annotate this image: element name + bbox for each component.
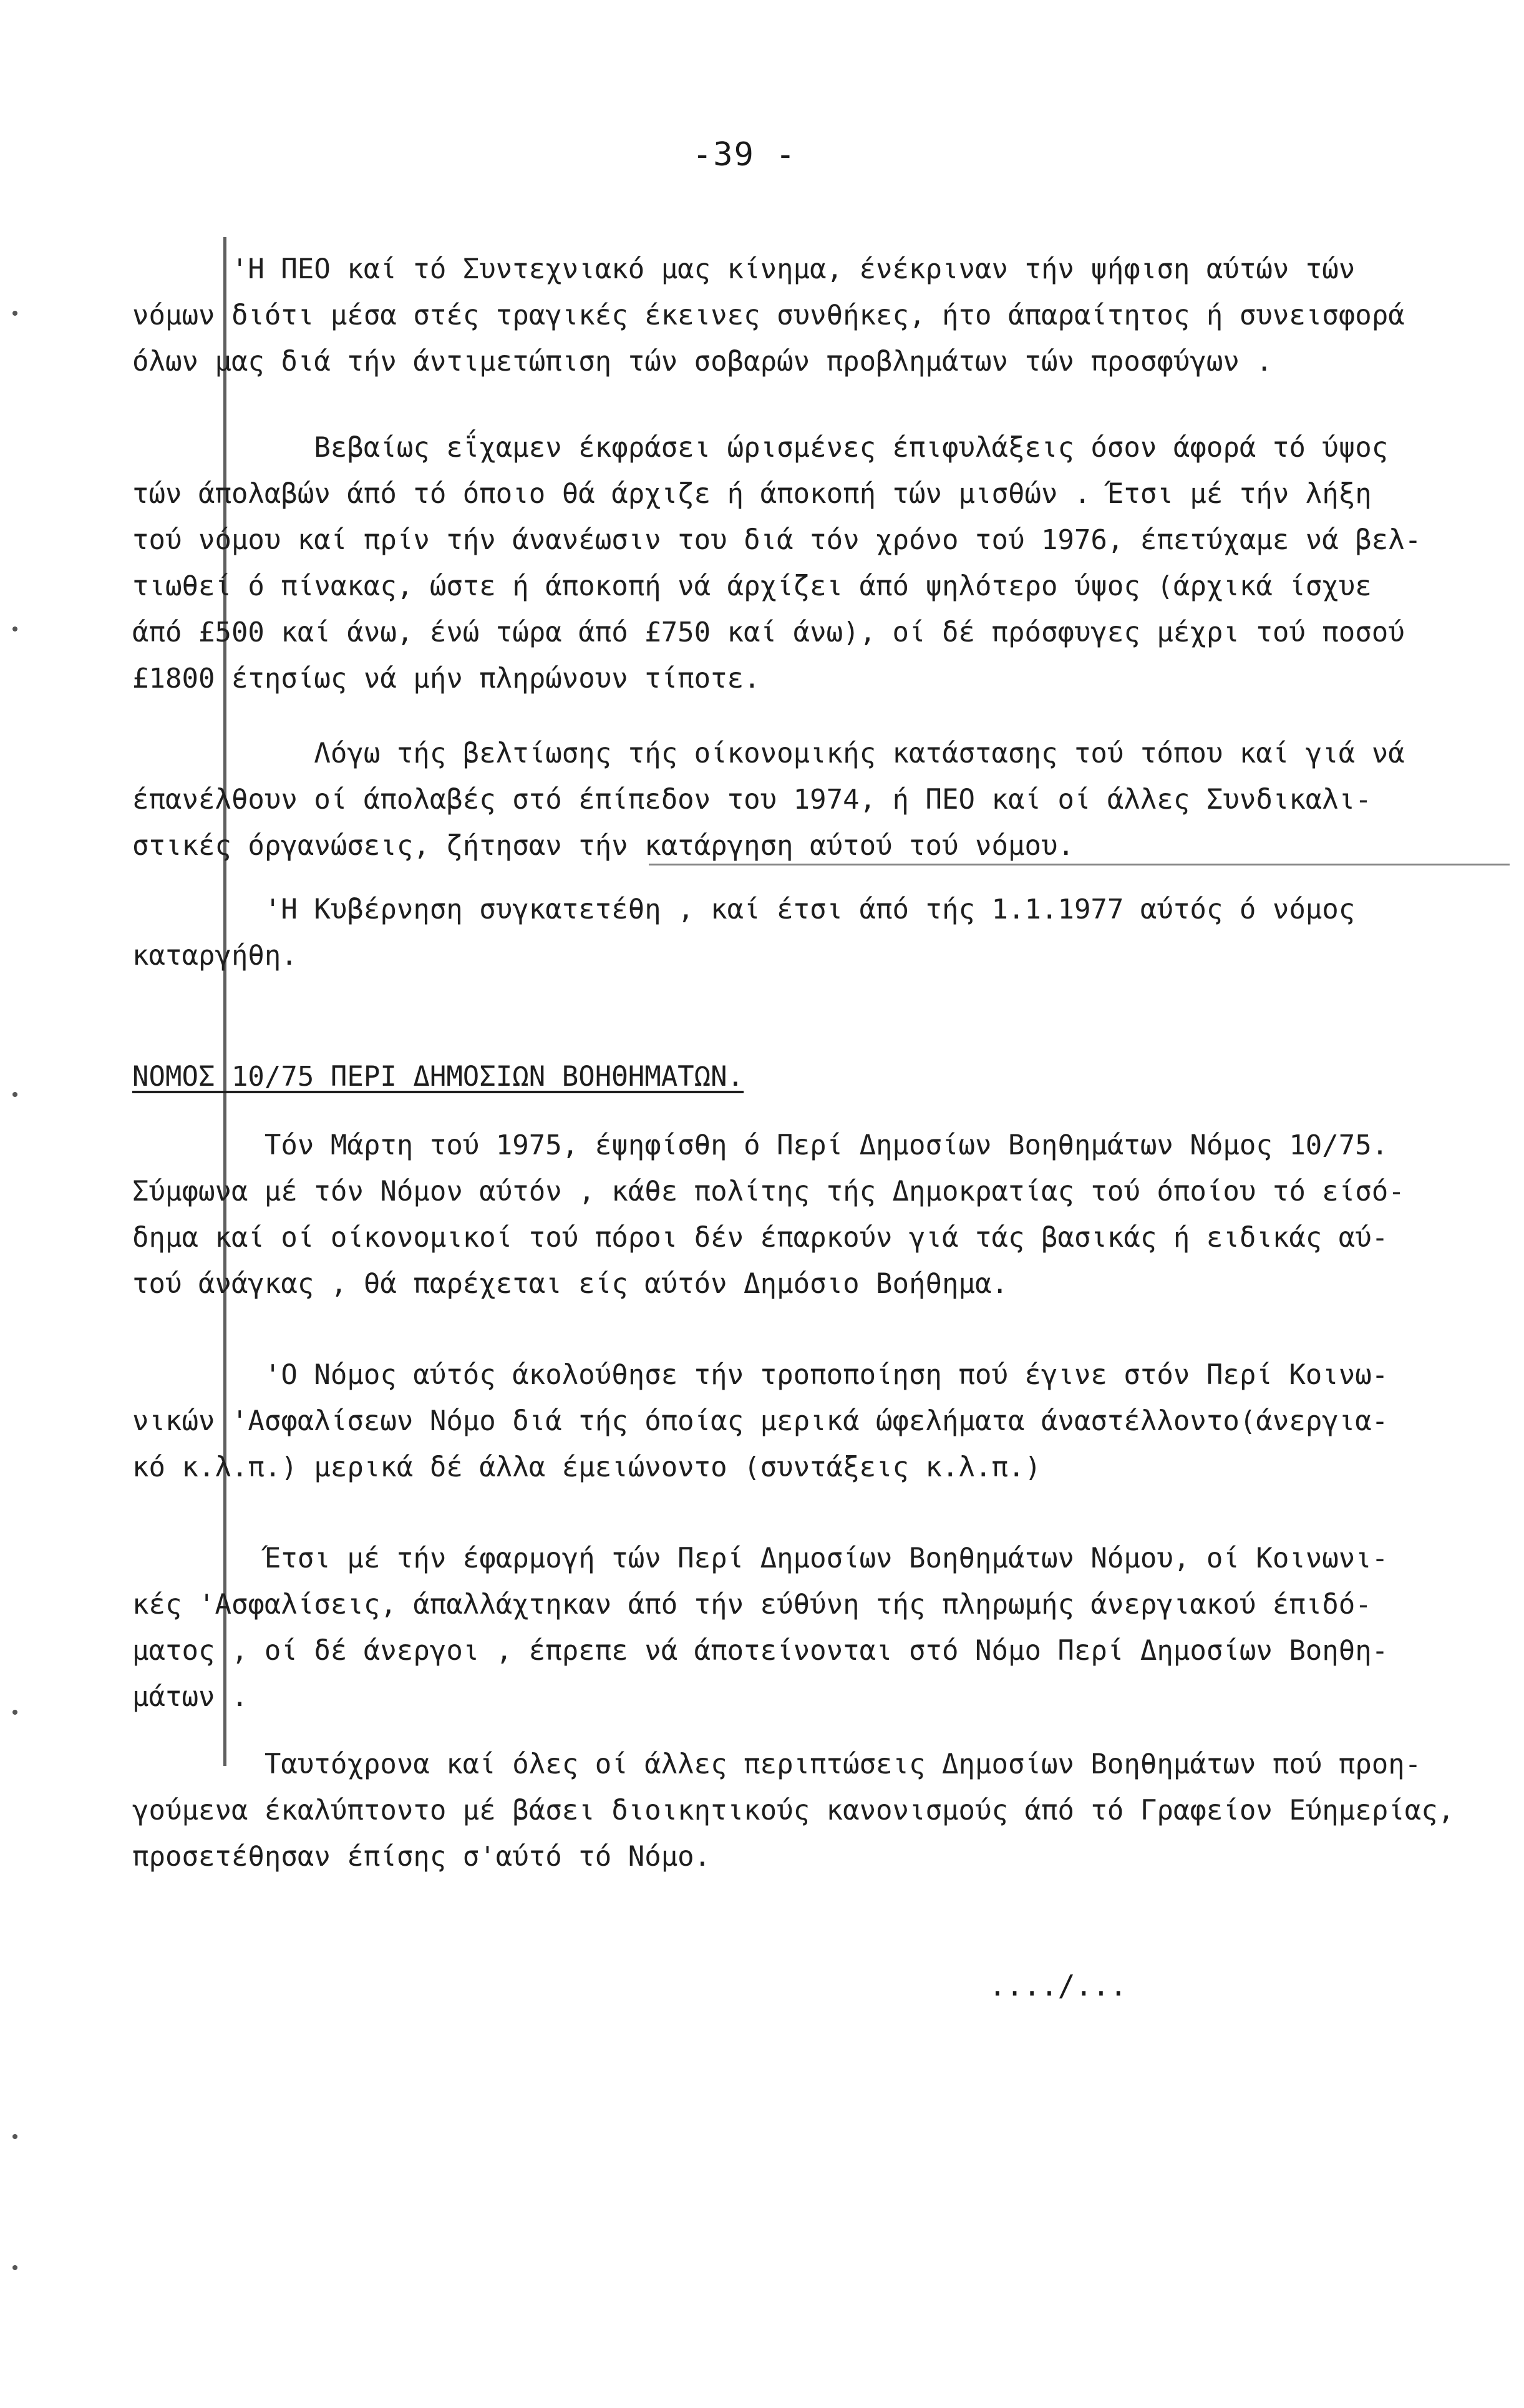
text-line: γούμενα έκαλύπτοντο μέ βάσει διοικητικούς κανονισμούς άπό τό Γραφείον Εύημερίας, bbox=[132, 1795, 1455, 1826]
text-line: μάτων . bbox=[132, 1681, 248, 1713]
text-line: Σύμφωνα μέ τόν Νόμον αύτόν , κάθε πολίτης τής Δημοκρατίας τού όποίου τό είσό- bbox=[132, 1176, 1405, 1207]
text-line: έπανέλθουν οί άπολαβές στό έπίπεδον του 1974, ή ΠΕΟ καί οί άλλες Συνδικαλι- bbox=[132, 784, 1372, 816]
text-line: κό κ.λ.π.) μερικά δέ άλλα έμειώνοντο (συντάξεις κ.λ.π.) bbox=[132, 1451, 1041, 1483]
text-line: στικές όργανώσεις, ζήτησαν τήν κατάργηση αύτού τού νόμου. bbox=[132, 830, 1074, 862]
text-line: Λόγω τής βελτίωσης τής οίκονομικής κατάστασης τού τόπου καί γιά νά bbox=[132, 738, 1405, 769]
text-line: τών άπολαβών άπό τό όποιο θά άρχιζε ή άποκοπή τών μισθών . Έτσι μέ τήν λήξη bbox=[132, 478, 1372, 510]
text-line: Τόν Μάρτη τού 1975, έψηφίσθη ό Περί Δημοσίων Βοηθημάτων Νόμος 10/75. bbox=[132, 1129, 1389, 1161]
scan-speck bbox=[12, 311, 17, 316]
text-line: 'Η Κυβέρνηση συγκατετέθη , καί έτσι άπό τής 1.1.1977 αύτός ό νόμος bbox=[132, 894, 1356, 925]
page-number: -39 - bbox=[692, 136, 797, 173]
scan-speck bbox=[12, 2134, 17, 2139]
text-line: Βεβαίως εΐχαμεν έκφράσει ώρισμένες έπιφυλάξεις όσον άφορά τό ύψος bbox=[132, 432, 1389, 464]
text-line: προσετέθησαν έπίσης σ'αύτό τό Νόμο. bbox=[132, 1841, 711, 1873]
text-line: τού άνάγκας , θά παρέχεται είς αύτόν Δημόσιο Βοήθημα. bbox=[132, 1268, 1008, 1300]
text-line: νικών 'Ασφαλίσεων Νόμο διά τής όποίας μερικά ώφελήματα άναστέλλοντο(άνεργια- bbox=[132, 1405, 1389, 1437]
scan-speck bbox=[12, 1092, 17, 1097]
text-line: τού νόμου καί πρίν τήν άνανέωσιν του διά τόν χρόνο τού 1976, έπετύχαμε νά βελ- bbox=[132, 524, 1422, 556]
text-line: καταργήθη. bbox=[132, 940, 298, 972]
section-heading: ΝΟΜΟΣ 10/75 ΠΕΡΙ ΔΗΜΟΣΙΩΝ ΒΟΗΘΗΜΑΤΩΝ. bbox=[132, 1061, 744, 1093]
scan-speck bbox=[12, 626, 17, 631]
text-line: 'Ο Νόμος αύτός άκολούθησε τήν τροποποίηση πού έγινε στόν Περί Κοινω- bbox=[132, 1359, 1389, 1391]
scan-speck bbox=[12, 2265, 17, 2270]
text-line: δημα καί οί οίκονομικοί τού πόροι δέν έπαρκούν γιά τάς βασικάς ή ειδικάς αύ- bbox=[132, 1222, 1389, 1254]
underline-rule bbox=[649, 864, 1510, 865]
text-line: νόμων διότι μέσα στές τραγικές έκεινες συνθήκες, ήτο άπαραίτητος ή συνεισφορά bbox=[132, 300, 1405, 331]
scan-speck bbox=[12, 1710, 17, 1715]
text-line: Έτσι μέ τήν έφαρμογή τών Περί Δημοσίων Βοηθημάτων Νόμου, οί Κοινωνι- bbox=[132, 1543, 1389, 1574]
text-line: Ταυτόχρονα καί όλες οί άλλες περιπτώσεις Δημοσίων Βοηθημάτων πού προη- bbox=[132, 1748, 1422, 1780]
text-line: τιωθεί ό πίνακας, ώστε ή άποκοπή νά άρχίζει άπό ψηλότερο ύψος (άρχικά ίσχυε bbox=[132, 570, 1372, 602]
text-line: κές 'Ασφαλίσεις, άπαλλάχτηκαν άπό τήν εύθύνη τής πληρωμής άνεργιακού έπιδό- bbox=[132, 1589, 1372, 1621]
text-line: £1800 έτησίως νά μήν πληρώνουν τίποτε. bbox=[132, 663, 760, 695]
margin-rule bbox=[223, 237, 226, 1766]
text-line: 'Η ΠΕΟ καί τό Συντεχνιακό μας κίνημα, ένέκριναν τήν ψήφιση αύτών τών bbox=[132, 253, 1356, 285]
text-line: όλων μας διά τήν άντιμετώπιση τών σοβαρών προβλημάτων τών προσφύγων . bbox=[132, 346, 1273, 378]
text-line: άπό £500 καί άνω, ένώ τώρα άπό £750 καί άνω), οί δέ πρόσφυγες μέχρι τού ποσού bbox=[132, 617, 1405, 648]
text-line: ματος , οί δέ άνεργοι , έπρεπε νά άποτείνονται στό Νόμο Περί Δημοσίων Βοηθη- bbox=[132, 1635, 1389, 1667]
continuation-mark: ..../... bbox=[989, 1969, 1127, 2002]
